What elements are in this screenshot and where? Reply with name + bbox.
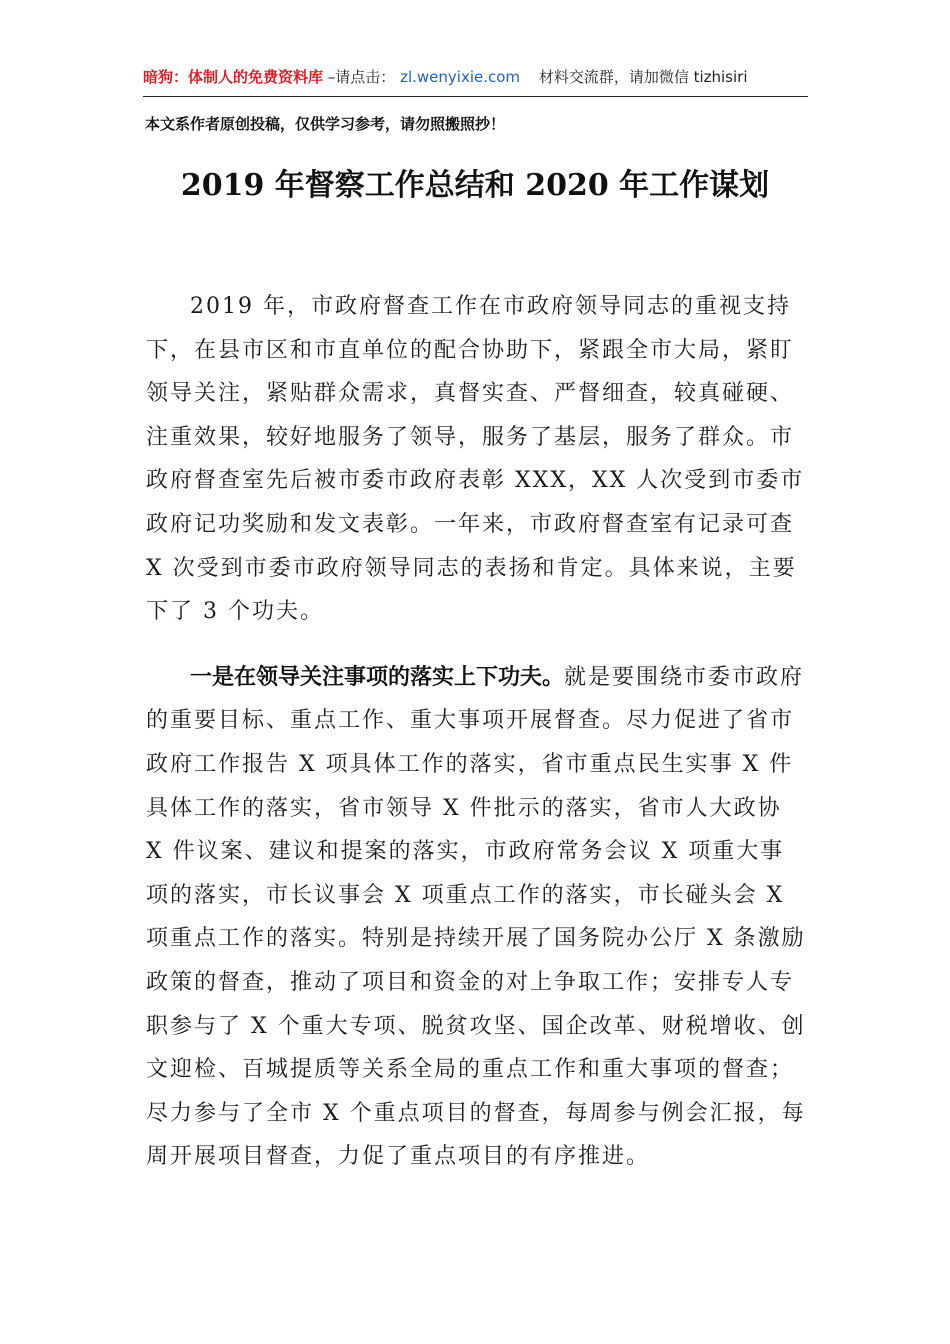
document-body — [146, 285, 808, 1179]
header-bar — [143, 66, 808, 97]
paragraph-intro: 2019 年，市政府督查工作在市政府领导同志的重视支持下，在县市区和市直单位的配合协助下，紧跟全市大局，紧盯领导关注，紧贴群众需求，真督实查、严督细查，较真碰硬、注重效果，较好地服务了领导，服务了基层，服务了群众。市政府督查室先后被市委市政府表彰 XXX，XX 人次受到市委市政府记功奖励和发文表彰。一年来，市政府督查室有记录可查 X 次受到市委市政府领导同志的表扬和肯定。具体来说，主要下了 3 个功夫。 — [146, 294, 805, 625]
header-prompt: –请点击： — [327, 68, 396, 86]
copyright-notice: 本文系作者原创投稿，仅供学习参考，请勿照搬照抄！ — [145, 115, 506, 133]
document-title: 2019 年督察工作总结和 2020 年工作谋划 — [180, 168, 770, 203]
header-link[interactable]: zl.wenyixie.com — [400, 68, 521, 86]
paragraph-first-point — [146, 656, 808, 1179]
header-group-info: 材料交流群，请加微信 tizhisiri — [538, 68, 748, 86]
paragraph-lead-heading: 一是在领导关注事项的落实上下功夫。 — [190, 664, 565, 690]
header-brand[interactable]: 暗狗：体制人的免费资料库 — [143, 68, 324, 86]
paragraph-first-point-body: 就是要围绕市委市政府的重要目标、重点工作、重大事项开展督查。尽力促进了省市政府工作报告 X 项具体工作的落实，省市重点民生实事 X 件具体工作的落实，省市领导 X 件批示的落实，省市人大政协 X 件议案、建议和提案的落实，市政府常务会议 X 项重大事项的落实，市长议事会 X 项重点工作的落实，市长碰头会 X 项重点工作的落实。特别是持续开展了国务院办公厅 X 条激励政策的督查，推动了项目和资金的对上争取工作；安排专人专职参与了 X 个重大专项、脱贫攻坚、国企改革、财税增收、创文迎检、百城提质等关系全局的重点工作和重大事项的督查；尽力参与了全市 X 个重点项目的督查，每周参与例会汇报，每周开展项目督查，力促了重点项目的有序推进。 — [146, 664, 806, 1170]
